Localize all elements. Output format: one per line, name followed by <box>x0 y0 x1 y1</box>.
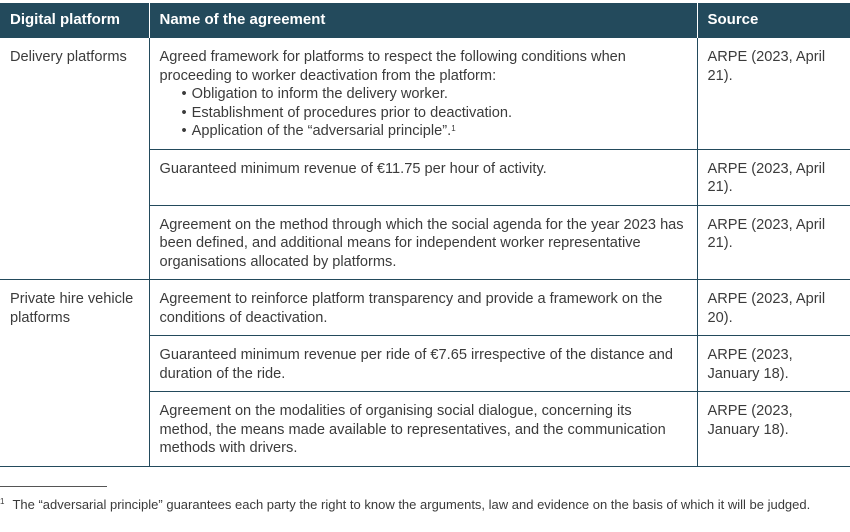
header-digital-platform: Digital platform <box>0 3 149 38</box>
platform-cell: Private hire vehicle platforms <box>0 280 149 467</box>
platform-cell: Delivery platforms <box>0 38 149 280</box>
footnote-text: The “adversarial principle” guarantees each party the right to know the arguments, law and evidence on the basis of which it will be judged. <box>12 497 811 512</box>
agreement-text: Agreed framework for platforms to respect the following conditions when proceeding to worker deactivation from the platform: <box>159 49 626 84</box>
footnote <box>0 494 850 512</box>
footnote-divider <box>0 486 107 487</box>
source-cell: ARPE (2023, April 21). <box>697 149 850 205</box>
list-item <box>182 122 687 141</box>
source-cell: ARPE (2023, April 21). <box>697 205 850 280</box>
list-item: • Establishment of procedures prior to deactivation. <box>182 104 687 123</box>
table-header-row <box>0 3 850 38</box>
footnote-marker: 1 <box>451 124 456 133</box>
agreement-cell: Guaranteed minimum revenue per ride of €7.65 irrespective of the distance and duration of the ride. <box>149 336 697 392</box>
agreement-cell: Agreement on the method through which the social agenda for the year 2023 has been defined, and additional means for independent worker representative organisations allocated by platforms. <box>149 205 697 280</box>
source-cell: ARPE (2023, April 20). <box>697 280 850 336</box>
agreements-table <box>0 3 850 467</box>
source-cell: ARPE (2023, April 21). <box>697 38 850 150</box>
table-row <box>0 38 850 150</box>
agreement-cell: Guaranteed minimum revenue of €11.75 per hour of activity. <box>149 149 697 205</box>
condition-list <box>160 85 687 141</box>
list-item: • Obligation to inform the delivery worker. <box>182 85 687 104</box>
agreement-cell: Agreement on the modalities of organising social dialogue, concerning its method, the means made available to representatives, and the communication methods with drivers. <box>149 392 697 467</box>
footnote-number: 1 <box>0 497 5 506</box>
agreement-cell <box>149 38 697 150</box>
header-source: Source <box>697 3 850 38</box>
source-cell: ARPE (2023, January 18). <box>697 392 850 467</box>
header-agreement: Name of the agreement <box>149 3 697 38</box>
source-cell: ARPE (2023, January 18). <box>697 336 850 392</box>
table-row <box>0 280 850 336</box>
list-item-text: Application of the “adversarial principle”. <box>191 123 452 139</box>
agreement-cell: Agreement to reinforce platform transparency and provide a framework on the conditions of deactivation. <box>149 280 697 336</box>
